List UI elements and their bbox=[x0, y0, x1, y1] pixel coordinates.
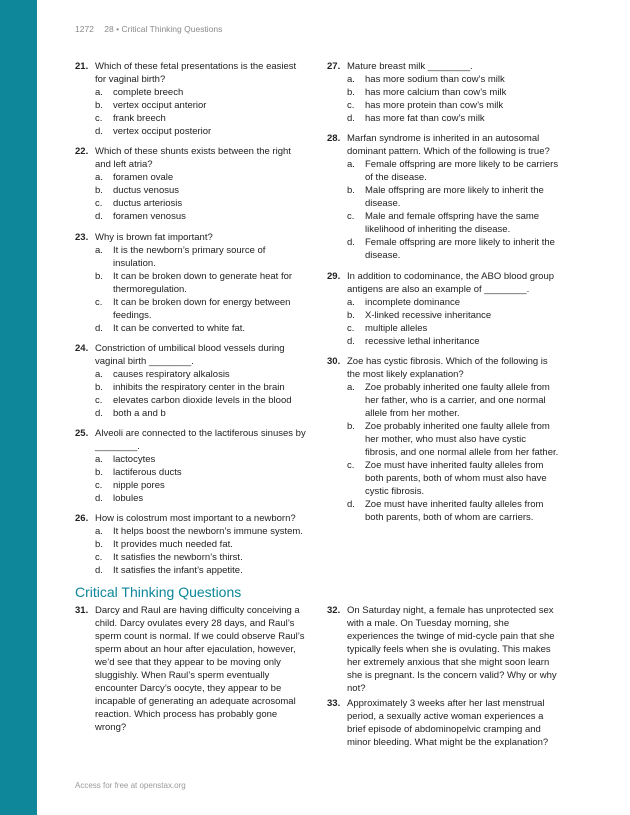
left-question-column bbox=[75, 60, 307, 585]
question-text: Zoe has cystic fibrosis. Which of the following is the most likely explanation? bbox=[347, 355, 548, 380]
option-b bbox=[95, 466, 307, 479]
option-letter: d. bbox=[95, 126, 103, 137]
option-text: multiple alleles bbox=[365, 322, 428, 334]
question-text: Which of these fetal presentations is the easiest for vaginal birth? bbox=[95, 61, 297, 85]
question-27 bbox=[327, 60, 559, 125]
option-a bbox=[347, 296, 559, 309]
option-c bbox=[95, 394, 307, 407]
question-number: 23. bbox=[75, 231, 89, 243]
side-color-stripe bbox=[0, 0, 37, 815]
option-letter: a. bbox=[95, 244, 103, 256]
option-text: Zoe probably inherited one faulty allele from her mother, who must also have cystic fibrosis, and one normal allele from her father. bbox=[365, 420, 559, 458]
option-text: has more fat than cow’s milk bbox=[365, 113, 485, 124]
option-text: It can be broken down to generate heat for thermoregulation. bbox=[113, 270, 293, 295]
option-text: has more protein than cow’s milk bbox=[365, 100, 504, 111]
question-number: 33. bbox=[327, 698, 341, 709]
page-footer: Access for free at openstax.org bbox=[75, 781, 186, 790]
option-c bbox=[347, 99, 559, 112]
option-letter: a. bbox=[95, 172, 103, 184]
option-letter: d. bbox=[347, 237, 355, 249]
option-text: vertex occiput anterior bbox=[113, 100, 207, 111]
option-a bbox=[95, 525, 307, 538]
option-b bbox=[347, 184, 559, 210]
option-letter: d. bbox=[347, 113, 355, 124]
option-a bbox=[95, 453, 307, 466]
option-letter: d. bbox=[347, 498, 355, 510]
option-text: frank breech bbox=[113, 113, 166, 124]
option-text: Zoe must have inherited faulty alleles from both parents, both of whom must also have cystic fibrosis. bbox=[365, 459, 547, 497]
option-letter: b. bbox=[347, 309, 355, 321]
option-letter: a. bbox=[95, 87, 103, 98]
option-letter: c. bbox=[95, 480, 103, 492]
option-b bbox=[95, 270, 307, 296]
question-number: 26. bbox=[75, 513, 89, 525]
option-b bbox=[347, 86, 559, 99]
option-d bbox=[95, 210, 307, 223]
option-letter: d. bbox=[95, 322, 103, 334]
option-b bbox=[95, 99, 307, 112]
option-letter: b. bbox=[347, 185, 355, 197]
option-letter: a. bbox=[95, 454, 103, 466]
question-30 bbox=[327, 355, 559, 524]
option-letter: a. bbox=[95, 368, 103, 380]
option-d bbox=[347, 112, 559, 125]
option-letter: d. bbox=[95, 211, 103, 223]
option-letter: c. bbox=[347, 459, 355, 471]
page-number: 1272 bbox=[75, 24, 94, 34]
question-number: 22. bbox=[75, 146, 89, 158]
question-number: 31. bbox=[75, 605, 89, 616]
option-letter: a. bbox=[347, 381, 355, 393]
question-33 bbox=[327, 697, 559, 749]
question-text: Mature breast milk ________. bbox=[347, 61, 473, 72]
option-text: It helps boost the newborn’s immune system. bbox=[113, 526, 303, 538]
option-text: It satisfies the newborn’s thirst. bbox=[113, 552, 243, 564]
option-text: Male and female offspring have the same likelihood of inheriting the disease. bbox=[365, 211, 540, 236]
question-number: 27. bbox=[327, 61, 341, 72]
option-text: has more calcium than cow’s milk bbox=[365, 87, 507, 98]
option-c bbox=[347, 322, 559, 335]
option-b bbox=[95, 538, 307, 551]
option-letter: b. bbox=[95, 185, 103, 197]
option-c bbox=[347, 459, 559, 498]
option-d bbox=[347, 335, 559, 348]
question-text: Approximately 3 weeks after her last menstrual period, a sexually active woman experiences a brief episode of abdominopelvic cramping and minor bleeding. What might be the explanation? bbox=[347, 698, 549, 748]
option-b bbox=[95, 184, 307, 197]
question-text: Which of these shunts exists between the right and left atria? bbox=[95, 146, 291, 171]
question-text: On Saturday night, a female has unprotected sex with a male. On Tuesday morning, she experiences the twinge of mid-cycle pain that she typically feels when she is ovulating. This makes her extremely anxious that she might soon learn she is pregnant. Is the concern valid? Why or why not? bbox=[347, 605, 557, 694]
option-c bbox=[95, 551, 307, 564]
question-29 bbox=[327, 270, 559, 348]
question-28 bbox=[327, 132, 559, 262]
question-31 bbox=[75, 604, 307, 734]
option-a bbox=[347, 73, 559, 86]
option-letter: b. bbox=[95, 467, 103, 479]
option-text: Male offspring are more likely to inherit the disease. bbox=[365, 185, 544, 210]
question-number: 25. bbox=[75, 428, 89, 440]
question-23 bbox=[75, 231, 307, 335]
question-25 bbox=[75, 427, 307, 505]
option-letter: c. bbox=[95, 296, 103, 308]
question-number: 24. bbox=[75, 342, 89, 354]
option-d bbox=[347, 498, 559, 524]
option-letter: c. bbox=[347, 211, 355, 223]
option-d bbox=[95, 492, 307, 505]
option-text: lobules bbox=[113, 493, 144, 505]
option-a bbox=[95, 86, 307, 99]
right-question-column bbox=[327, 60, 559, 531]
option-b bbox=[347, 309, 559, 322]
option-text: Female offspring are more likely to inherit the disease. bbox=[365, 237, 555, 262]
option-text: both a and b bbox=[113, 407, 166, 419]
option-b bbox=[95, 381, 307, 394]
option-text: Zoe probably inherited one faulty allele from her father, who is a carrier, and one normal allele from her mother. bbox=[365, 381, 550, 419]
question-text: Why is brown fat important? bbox=[95, 231, 213, 243]
option-a bbox=[95, 368, 307, 381]
option-text: Female offspring are more likely to be carriers of the disease. bbox=[365, 159, 559, 184]
question-text: Marfan syndrome is inherited in an autosomal dominant pattern. Which of the following is true? bbox=[347, 133, 550, 158]
question-text: Constriction of umbilical blood vessels during vaginal birth ________. bbox=[95, 342, 285, 367]
option-letter: b. bbox=[95, 100, 103, 111]
question-text: How is colostrum most important to a newborn? bbox=[95, 513, 296, 525]
option-text: inhibits the respiratory center in the brain bbox=[113, 381, 285, 393]
option-letter: b. bbox=[95, 270, 103, 282]
option-text: Zoe must have inherited faulty alleles from both parents, both of whom are carriers. bbox=[365, 498, 544, 523]
question-22 bbox=[75, 145, 307, 223]
option-text: incomplete dominance bbox=[365, 296, 461, 308]
critical-thinking-left-column bbox=[75, 604, 307, 736]
option-text: elevates carbon dioxide levels in the blood bbox=[113, 394, 292, 406]
option-text: It can be broken down for energy between feedings. bbox=[113, 296, 291, 321]
question-text: Darcy and Raul are having difficulty conceiving a child. Darcy ovulates every 28 days, and Raul’s sperm count is normal. If we could observe Raul’s sperm about an hour after ejaculation, however, we’d see that they appear to be moving only sluggishly. When Raul’s sperm eventually encounter Darcy’s oocyte, they appear to be incapable of generating an adequate acrosomal reaction. Which process has probably gone wrong? bbox=[95, 605, 305, 733]
option-b bbox=[347, 420, 559, 459]
question-number: 21. bbox=[75, 61, 89, 72]
option-letter: b. bbox=[95, 539, 103, 551]
option-a bbox=[347, 158, 559, 184]
option-letter: a. bbox=[95, 526, 103, 538]
option-c bbox=[95, 296, 307, 322]
option-a bbox=[95, 244, 307, 270]
option-c bbox=[347, 210, 559, 236]
option-text: It is the newborn’s primary source of insulation. bbox=[113, 244, 266, 269]
option-letter: d. bbox=[95, 565, 103, 577]
option-letter: c. bbox=[347, 322, 355, 334]
question-number: 32. bbox=[327, 605, 341, 616]
option-a bbox=[95, 171, 307, 184]
option-c bbox=[95, 479, 307, 492]
question-26 bbox=[75, 512, 307, 577]
option-letter: b. bbox=[347, 87, 355, 98]
option-letter: b. bbox=[95, 381, 103, 393]
option-text: has more sodium than cow’s milk bbox=[365, 74, 505, 85]
option-letter: a. bbox=[347, 296, 355, 308]
option-c bbox=[95, 112, 307, 125]
option-d bbox=[347, 236, 559, 262]
option-letter: a. bbox=[347, 159, 355, 171]
question-number: 30. bbox=[327, 355, 341, 367]
chapter-title: 28 • Critical Thinking Questions bbox=[104, 24, 223, 34]
option-text: ductus arteriosis bbox=[113, 198, 183, 210]
option-text: foramen ovale bbox=[113, 172, 174, 184]
question-number: 29. bbox=[327, 270, 341, 282]
option-d bbox=[95, 322, 307, 335]
option-text: X-linked recessive inheritance bbox=[365, 309, 492, 321]
option-d bbox=[95, 407, 307, 420]
option-text: It satisfies the infant’s appetite. bbox=[113, 565, 243, 577]
option-letter: d. bbox=[95, 493, 103, 505]
option-text: recessive lethal inheritance bbox=[365, 335, 480, 347]
option-letter: c. bbox=[95, 552, 103, 564]
option-text: lactocytes bbox=[113, 454, 156, 466]
option-letter: c. bbox=[95, 198, 103, 210]
critical-thinking-right-column bbox=[327, 604, 559, 751]
option-text: complete breech bbox=[113, 87, 184, 98]
option-letter: c. bbox=[95, 113, 103, 124]
option-text: vertex occiput posterior bbox=[113, 126, 212, 137]
page-header bbox=[75, 24, 222, 34]
option-text: nipple pores bbox=[113, 480, 165, 492]
option-d bbox=[95, 125, 307, 138]
option-text: lactiferous ducts bbox=[113, 467, 182, 479]
option-text: It provides much needed fat. bbox=[113, 539, 233, 551]
question-21 bbox=[75, 60, 307, 138]
option-letter: c. bbox=[95, 394, 103, 406]
option-text: It can be converted to white fat. bbox=[113, 322, 246, 334]
question-text: In addition to codominance, the ABO blood group antigens are also an example of ________. bbox=[347, 270, 555, 295]
option-letter: c. bbox=[347, 100, 355, 111]
option-a bbox=[347, 381, 559, 420]
option-letter: d. bbox=[347, 335, 355, 347]
option-c bbox=[95, 197, 307, 210]
option-letter: d. bbox=[95, 407, 103, 419]
question-32 bbox=[327, 604, 559, 695]
option-letter: b. bbox=[347, 420, 355, 432]
question-text: Alveoli are connected to the lactiferous sinuses by ________. bbox=[95, 428, 306, 453]
option-text: foramen venosus bbox=[113, 211, 186, 223]
option-letter: a. bbox=[347, 74, 355, 85]
question-number: 28. bbox=[327, 133, 341, 145]
option-d bbox=[95, 564, 307, 577]
question-24 bbox=[75, 342, 307, 420]
option-text: causes respiratory alkalosis bbox=[113, 368, 230, 380]
option-text: ductus venosus bbox=[113, 185, 180, 197]
section-title: Critical Thinking Questions bbox=[75, 584, 242, 600]
